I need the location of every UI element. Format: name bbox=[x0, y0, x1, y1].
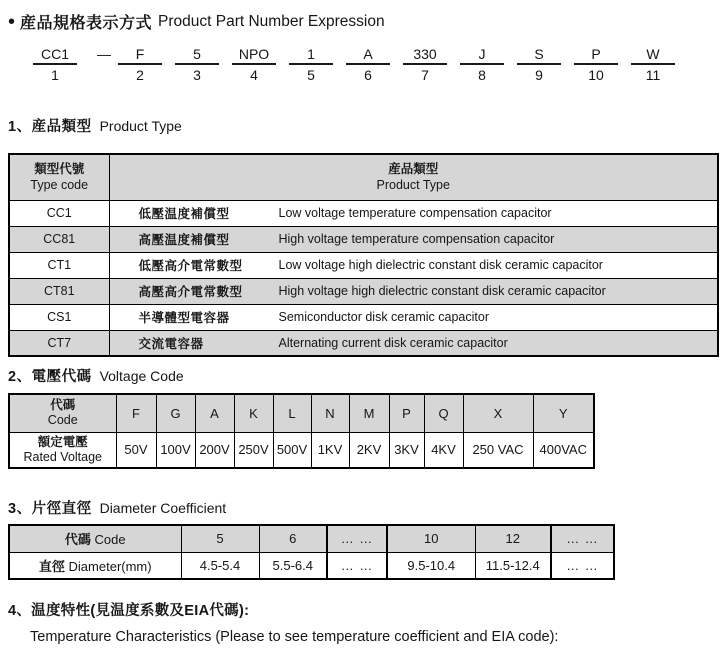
label-en: Code bbox=[94, 532, 126, 548]
voltage-value-cell: 1KV bbox=[311, 432, 349, 468]
voltage-code-cell: L bbox=[273, 394, 311, 432]
label-en: Code bbox=[47, 413, 78, 428]
segment-code: 330 bbox=[403, 46, 447, 65]
description-en: Low voltage temperature compensation capacitor bbox=[278, 206, 552, 220]
voltage-value-cell: 2KV bbox=[349, 432, 389, 468]
segment-code: NPO bbox=[232, 46, 276, 65]
section-4-text-en: Temperature Characteristics (Please to see temperature coefficient and EIA code): bbox=[30, 629, 559, 645]
segment-position: 5 bbox=[307, 67, 315, 83]
table-row bbox=[9, 304, 718, 330]
table-header-row bbox=[9, 154, 718, 200]
description-cell bbox=[109, 200, 718, 226]
part-number-segment bbox=[574, 46, 618, 83]
voltage-code-cell: P bbox=[389, 394, 424, 432]
segment-position: 10 bbox=[588, 67, 604, 83]
part-number-segment bbox=[232, 46, 276, 83]
page-title-en: Product Part Number Expression bbox=[158, 12, 385, 30]
label-zh: 代碼 bbox=[64, 532, 91, 548]
description-zh: 高壓高介電常數型 bbox=[138, 285, 243, 299]
description-zh: 半導體型電容器 bbox=[138, 311, 230, 325]
voltage-value-cell: 250 VAC bbox=[463, 432, 533, 468]
ellipsis-cell: … … bbox=[327, 525, 387, 552]
table-row bbox=[9, 226, 718, 252]
part-number-segment bbox=[33, 46, 77, 83]
segment-code: S bbox=[517, 46, 561, 65]
voltage-code-table bbox=[8, 393, 595, 469]
code-label-cell bbox=[9, 394, 116, 432]
type-code-header-cell bbox=[9, 154, 109, 200]
label-zh: 代碼 bbox=[50, 398, 76, 413]
segment-code: 1 bbox=[289, 46, 333, 65]
voltage-code-cell: N bbox=[311, 394, 349, 432]
description-zh: 交流電容器 bbox=[138, 336, 204, 351]
segment-position: 1 bbox=[51, 67, 59, 83]
type-code-cell: CC81 bbox=[9, 226, 109, 252]
part-number-segment bbox=[460, 46, 504, 83]
description-en: High voltage temperature compensation capacitor bbox=[278, 232, 555, 246]
voltage-code-cell: F bbox=[116, 394, 156, 432]
segment-code: P bbox=[574, 46, 618, 65]
description-en: Alternating current disk ceramic capacitor bbox=[278, 335, 508, 350]
section-1-heading bbox=[8, 115, 727, 136]
code-label-cell bbox=[9, 525, 181, 552]
diameter-code-cell: 5 bbox=[181, 525, 259, 552]
segment-position: 2 bbox=[136, 67, 144, 83]
diameter-value-cell: 11.5-12.4 bbox=[475, 552, 551, 579]
description-en: Semiconductor disk ceramic capacitor bbox=[278, 310, 489, 324]
segment-position: 3 bbox=[193, 67, 201, 83]
segment-position: 6 bbox=[364, 67, 372, 83]
label-en: Rated Voltage bbox=[23, 449, 103, 464]
section-1-heading-zh: 1、産品類型 bbox=[8, 119, 92, 135]
description-en: High voltage high dielectric constant disk ceramic capacitor bbox=[278, 284, 606, 298]
page-title bbox=[8, 10, 727, 33]
segment-position: 9 bbox=[535, 67, 543, 83]
voltage-code-cell: G bbox=[156, 394, 195, 432]
product-type-header-cell bbox=[109, 154, 718, 200]
part-number-segment bbox=[289, 46, 333, 83]
part-number-segment bbox=[175, 46, 219, 83]
diameter-label-cell bbox=[9, 552, 181, 579]
section-3-heading bbox=[8, 497, 727, 518]
ellipsis-cell: … … bbox=[551, 525, 614, 552]
segment-position: 11 bbox=[645, 67, 661, 83]
part-number-segment bbox=[346, 46, 390, 83]
bullet-icon: • bbox=[8, 10, 16, 33]
description-zh: 高壓温度補償型 bbox=[138, 233, 230, 247]
segment-code: F bbox=[118, 46, 162, 65]
part-number-segment bbox=[403, 46, 447, 83]
diameter-code-cell: 6 bbox=[259, 525, 327, 552]
rated-voltage-label-cell bbox=[9, 432, 116, 468]
diameter-table bbox=[8, 524, 615, 580]
voltage-value-cell: 400VAC bbox=[533, 432, 594, 468]
header-en: Product Type bbox=[376, 178, 450, 193]
segment-position: 7 bbox=[421, 67, 429, 83]
type-code-cell: CT1 bbox=[9, 252, 109, 278]
description-cell bbox=[109, 252, 718, 278]
voltage-value-cell: 3KV bbox=[389, 432, 424, 468]
segment-code: A bbox=[346, 46, 390, 65]
voltage-value-cell: 500V bbox=[273, 432, 311, 468]
diameter-value-cell: 9.5-10.4 bbox=[387, 552, 475, 579]
diameter-code-cell: 10 bbox=[387, 525, 475, 552]
section-2-heading-zh: 2、電壓代碼 bbox=[8, 369, 92, 385]
section-3-heading-en: Diameter Coefficient bbox=[99, 500, 227, 516]
part-number-row bbox=[33, 46, 727, 83]
ellipsis-cell: … … bbox=[327, 552, 387, 579]
description-cell bbox=[109, 226, 718, 252]
label-zh: 額定電壓 bbox=[37, 434, 88, 449]
segment-code: W bbox=[631, 46, 675, 65]
type-code-cell: CC1 bbox=[9, 200, 109, 226]
label-en: Diameter(mm) bbox=[68, 558, 152, 574]
table-row bbox=[9, 200, 718, 226]
voltage-value-cell: 200V bbox=[195, 432, 234, 468]
section-2-heading bbox=[8, 365, 727, 386]
part-number-segment bbox=[631, 46, 675, 83]
type-code-cell: CT81 bbox=[9, 278, 109, 304]
type-code-cell: CS1 bbox=[9, 304, 109, 330]
table-row bbox=[9, 432, 594, 468]
separator-dash: — bbox=[97, 46, 111, 62]
description-zh: 低壓高介電常數型 bbox=[138, 259, 243, 273]
section-1-heading-en: Product Type bbox=[99, 118, 182, 134]
section-4-heading-zh: 4、温度特性(見温度系數及EIA代碼): bbox=[8, 603, 250, 619]
description-cell bbox=[109, 304, 718, 330]
segment-code: CC1 bbox=[33, 46, 77, 65]
table-row bbox=[9, 330, 718, 356]
voltage-value-cell: 50V bbox=[116, 432, 156, 468]
table-header-row bbox=[9, 394, 594, 432]
voltage-value-cell: 4KV bbox=[424, 432, 463, 468]
segment-position: 8 bbox=[478, 67, 486, 83]
segment-position: 4 bbox=[250, 67, 258, 83]
product-type-table bbox=[8, 153, 719, 357]
type-code-cell: CT7 bbox=[9, 330, 109, 356]
voltage-value-cell: 250V bbox=[234, 432, 273, 468]
table-row bbox=[9, 252, 718, 278]
voltage-code-cell: M bbox=[349, 394, 389, 432]
part-number-segment bbox=[517, 46, 561, 83]
table-header-row bbox=[9, 525, 614, 552]
section-2-heading-en: Voltage Code bbox=[99, 368, 184, 384]
ellipsis-cell: … … bbox=[551, 552, 614, 579]
header-zh: 類型代號 bbox=[34, 162, 85, 177]
voltage-code-cell: K bbox=[234, 394, 273, 432]
voltage-code-cell: X bbox=[463, 394, 533, 432]
diameter-code-cell: 12 bbox=[475, 525, 551, 552]
description-zh: 低壓温度補償型 bbox=[138, 207, 230, 221]
header-en: Type code bbox=[30, 178, 89, 193]
diameter-value-cell: 5.5-6.4 bbox=[259, 552, 327, 579]
section-3-heading-zh: 3、片徑直徑 bbox=[8, 501, 92, 517]
voltage-code-cell: Q bbox=[424, 394, 463, 432]
label-zh: 直徑 bbox=[38, 558, 65, 574]
segment-code: J bbox=[460, 46, 504, 65]
header-zh: 産品類型 bbox=[388, 162, 439, 177]
page-title-zh: 産品規格表示方式 bbox=[20, 15, 153, 32]
diameter-value-cell: 4.5-5.4 bbox=[181, 552, 259, 579]
description-cell bbox=[109, 278, 718, 304]
voltage-value-cell: 100V bbox=[156, 432, 195, 468]
voltage-code-cell: A bbox=[195, 394, 234, 432]
voltage-code-cell: Y bbox=[533, 394, 594, 432]
description-en: Low voltage high dielectric constant disk ceramic capacitor bbox=[278, 258, 603, 272]
description-cell bbox=[109, 330, 718, 356]
table-row bbox=[9, 552, 614, 579]
segment-code: 5 bbox=[175, 46, 219, 65]
table-row bbox=[9, 278, 718, 304]
part-number-segment bbox=[118, 46, 162, 83]
